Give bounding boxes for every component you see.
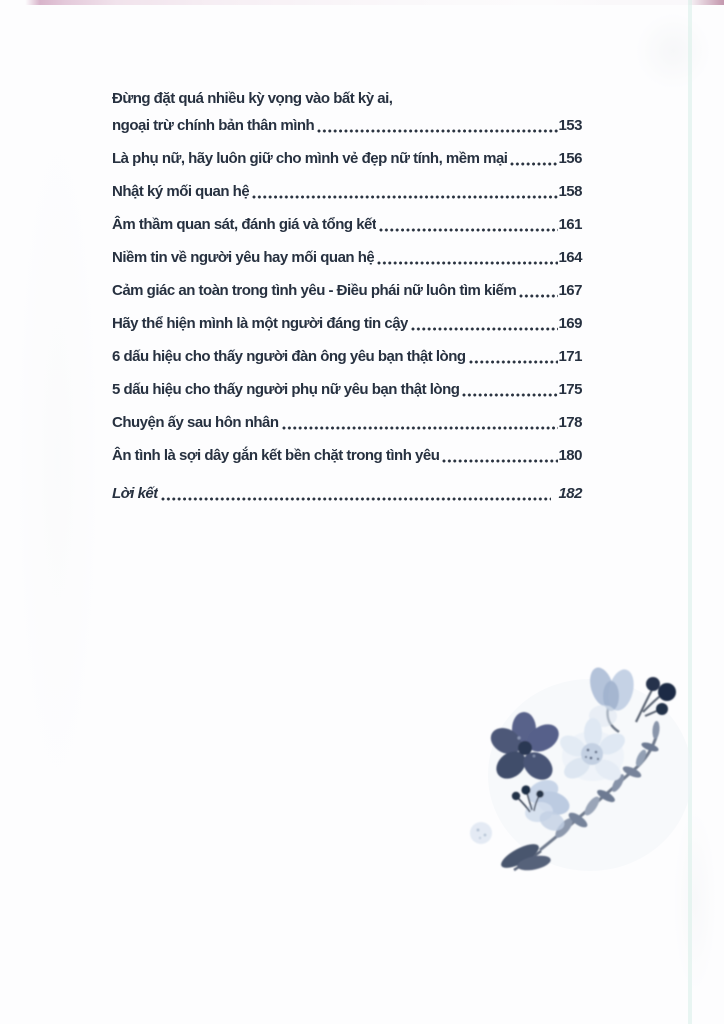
toc-page-number: 153: [558, 117, 582, 134]
toc-entry-label: Nhật ký mối quan hệ: [112, 183, 250, 200]
dot-leader: [462, 393, 558, 397]
toc-page-number: 182: [558, 485, 582, 502]
toc-entry-label: Là phụ nữ, hãy luôn giữ cho mình vẻ đẹp nữ tính, mềm mại: [112, 150, 508, 167]
toc-entry: [112, 280, 582, 301]
table-of-contents: [112, 88, 582, 516]
toc-entry-label: Ân tình là sợi dây gắn kết bền chặt trong tình yêu: [112, 447, 440, 464]
dot-leader: [519, 294, 558, 298]
toc-page-number: 156: [558, 150, 582, 167]
scan-artifact-strip: [0, 0, 724, 5]
toc-page-number: 175: [558, 381, 582, 398]
toc-entry: [112, 346, 582, 367]
toc-entry: [112, 445, 582, 466]
toc-entry: [112, 379, 582, 400]
toc-page-number: 171: [558, 348, 582, 365]
dot-leader: [282, 426, 559, 430]
toc-entry-label: ngoại trừ chính bản thân mình: [112, 117, 315, 134]
dot-leader: [411, 327, 559, 331]
watercolor-flower-illustration: [440, 620, 724, 900]
toc-page-number: 164: [558, 249, 582, 266]
toc-entry: [112, 148, 582, 169]
dot-leader: [317, 129, 558, 133]
toc-page-number: 161: [558, 216, 582, 233]
toc-entry-label: Hãy thể hiện mình là một người đáng tin cậy: [112, 315, 408, 332]
toc-page-number: 178: [558, 414, 582, 431]
dot-leader: [469, 360, 559, 364]
dot-leader: [252, 195, 558, 199]
toc-entry: [112, 247, 582, 268]
toc-entry-label: 6 dấu hiệu cho thấy người đàn ông yêu bạn thật lòng: [112, 348, 466, 365]
toc-entry-label: Đừng đặt quá nhiều kỳ vọng vào bất kỳ ai,: [112, 90, 393, 107]
dot-leader: [161, 497, 552, 501]
toc-page-number: 169: [558, 315, 582, 332]
toc-entry-label: Âm thầm quan sát, đánh giá và tổng kết: [112, 216, 377, 233]
toc-entry: [112, 214, 582, 235]
toc-page-number: 167: [558, 282, 582, 299]
toc-entry: [112, 412, 582, 433]
toc-entry-label: Cảm giác an toàn trong tình yêu - Điều phái nữ luôn tìm kiếm: [112, 282, 517, 299]
toc-entry-epilogue: [112, 483, 582, 504]
toc-entry-label: Lời kết: [112, 485, 158, 502]
toc-entry-label: Niềm tin về người yêu hay mối quan hệ: [112, 249, 375, 266]
toc-entry: [112, 181, 582, 202]
dot-leader: [379, 228, 558, 232]
toc-entry: [112, 115, 582, 136]
toc-entry: [112, 313, 582, 334]
toc-entry-label: 5 dấu hiệu cho thấy người phụ nữ yêu bạn thật lòng: [112, 381, 460, 398]
toc-page-number: 158: [558, 183, 582, 200]
dot-leader: [442, 459, 558, 463]
toc-entry: [112, 88, 582, 109]
dot-leader: [510, 162, 558, 166]
dot-leader: [377, 261, 558, 265]
toc-page-number: 180: [558, 447, 582, 464]
toc-entry-label: Chuyện ấy sau hôn nhân: [112, 414, 279, 431]
